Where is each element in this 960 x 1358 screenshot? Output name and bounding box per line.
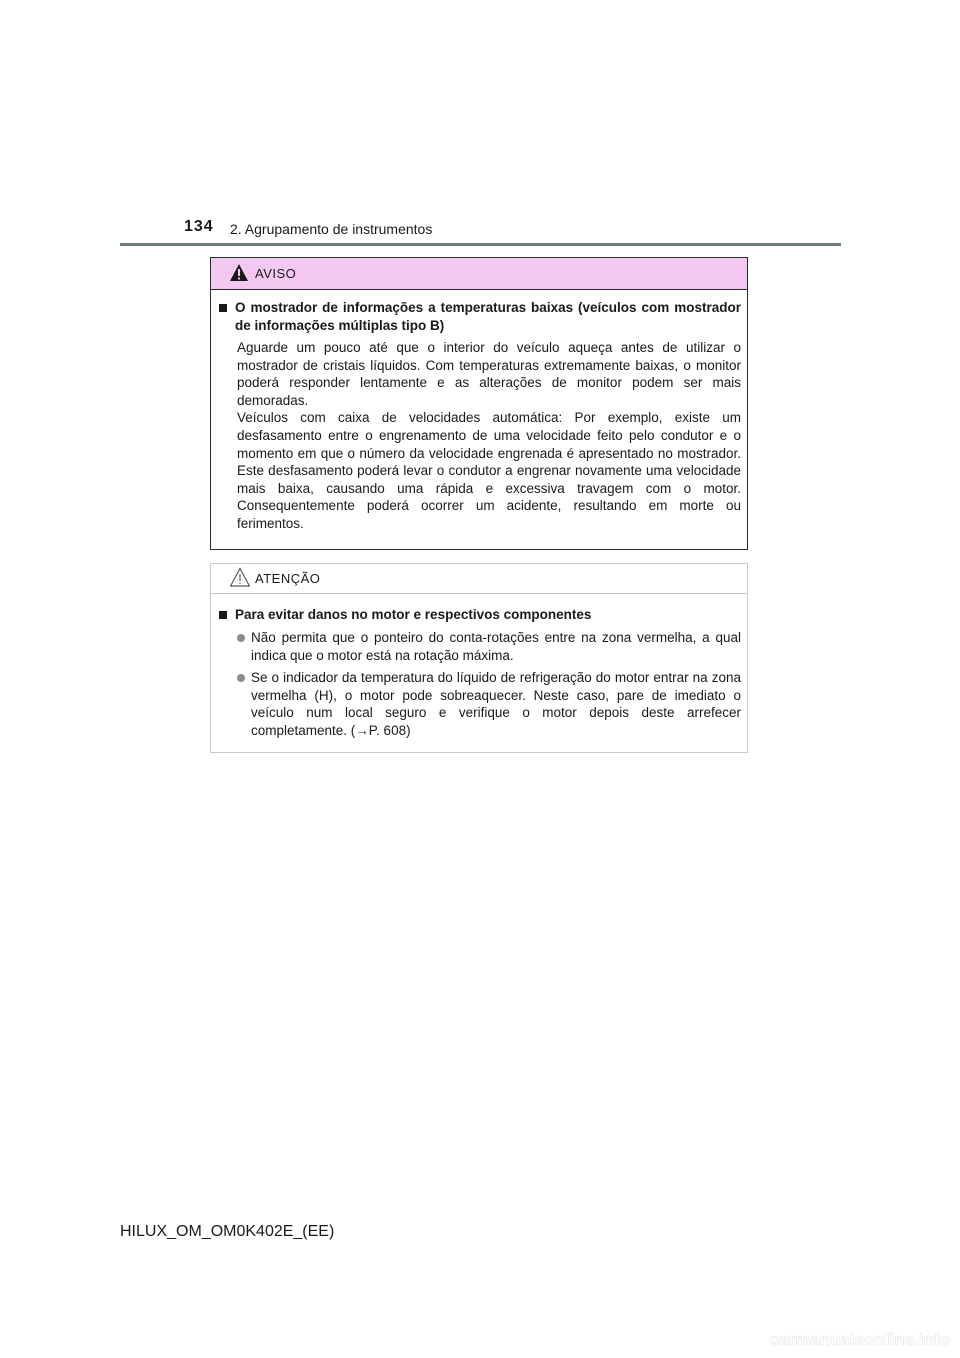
caution-body (211, 594, 747, 740)
header-divider (120, 243, 841, 246)
square-bullet-icon (219, 304, 227, 312)
page-header (0, 0, 960, 250)
caution-label: ATENÇÃO (255, 571, 321, 586)
caution-header (211, 564, 747, 594)
caution-box (210, 563, 748, 753)
footer-code: HILUX_OM_OM0K402E_(EE) (120, 1223, 335, 1240)
warning-body (211, 290, 747, 533)
round-bullet-icon (237, 674, 245, 682)
watermark-logo (710, 1328, 950, 1350)
warning-header (211, 258, 747, 290)
warning-box (210, 257, 748, 550)
caution-bullet-item (237, 629, 741, 664)
watermark-text: carmanualsonline.info (769, 1330, 950, 1349)
section-title: 2. Agrupamento de instrumentos (230, 221, 433, 237)
square-bullet-icon (219, 611, 227, 619)
warning-triangle-icon (229, 263, 249, 282)
caution-bullet-item (237, 669, 741, 739)
warning-item-title-text: O mostrador de informações a temperaturas baixas (veículos com mostrador de informações múltiplas tipo B) (235, 300, 741, 333)
caution-item-title (219, 606, 741, 624)
caution-triangle-icon (229, 567, 251, 587)
warning-paragraph: Veículos com caixa de velocidades automática: Por exemplo, existe um desfasamento entre o engrenamento de uma velocidade feito pelo condutor e o momento em que o número da velocidade engrenada é apresentado no mostrador. Este desfasamento poderá levar o condutor a engrenar novamente uma velocidade mais baixa, causando uma rápida e excessiva travagem com o motor. Consequentemente poderá ocorrer um acidente, resultando em morte ou ferimentos. (237, 410, 741, 531)
round-bullet-icon (237, 634, 245, 642)
warning-item-title (219, 299, 741, 335)
page-number: 134 (184, 218, 214, 235)
caution-bullet-text: Não permita que o ponteiro do conta-rotações entre na zona vermelha, a qual indica que o motor está na rotação máxima. (251, 630, 741, 663)
warning-label: AVISO (255, 266, 297, 281)
caution-item-title-text: Para evitar danos no motor e respectivos componentes (235, 607, 592, 622)
warning-paragraph: Aguarde um pouco até que o interior do veículo aqueça antes de utilizar o mostrador de cristais líquidos. Com temperaturas extremamente baixas, o monitor poderá responder lentamente e as alterações de monitor podem ser mais demoradas. (237, 340, 741, 408)
caution-bullet-text: Se o indicador da temperatura do líquido de refrigeração do motor entrar na zona vermelha (H), o motor pode sobreaquecer. Neste caso, pare de imediato o veículo num local seguro e verifique o motor depois deste arrefecer completamente. (→P. 608) (251, 670, 741, 738)
